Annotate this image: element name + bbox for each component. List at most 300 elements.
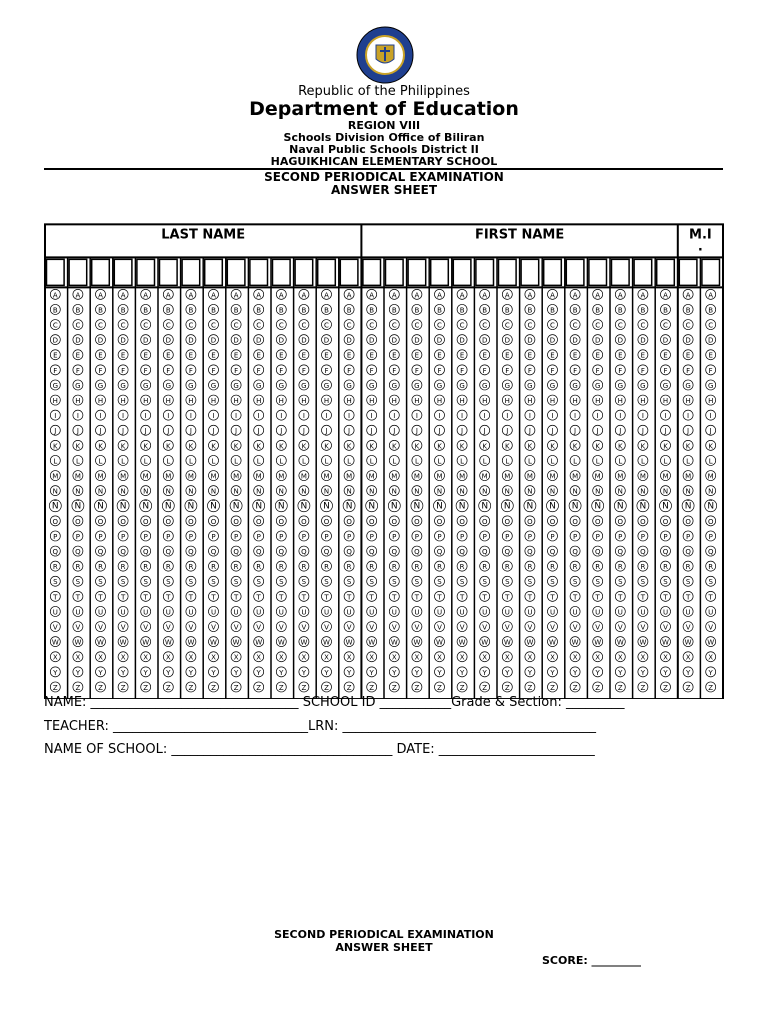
bubble-letter: I — [664, 412, 667, 421]
bubble-letter: T — [98, 593, 103, 602]
letter-box[interactable] — [340, 259, 358, 285]
bubble-letter: I — [551, 412, 554, 421]
bubble-letter: L — [279, 457, 284, 466]
bubble-letter: Q — [685, 548, 691, 557]
bubble-letter: Ñ — [571, 501, 579, 512]
school-name-date-line[interactable]: NAME OF SCHOOL: __________________________________ DATE: ________________________ — [44, 742, 595, 757]
letter-box[interactable] — [273, 259, 291, 285]
bubble-letter: I — [144, 412, 147, 421]
bubble-letter: M — [346, 472, 353, 481]
bubble-letter: Y — [618, 668, 623, 677]
bubble-letter: G — [504, 381, 511, 390]
bubble-letter: Z — [617, 683, 623, 692]
bubble-letter: P — [685, 532, 691, 541]
bubble-letter: X — [369, 653, 375, 662]
bubble-letter: N — [369, 487, 375, 496]
bubble-letter: O — [707, 517, 714, 526]
bubble-letter: Y — [120, 668, 126, 677]
bubble-letter: J — [54, 427, 57, 436]
bubble-letter: Z — [278, 683, 284, 692]
bubble-letter: G — [685, 381, 691, 390]
letter-box[interactable] — [205, 259, 223, 285]
bubble-letter: C — [459, 321, 465, 330]
bubble-letter: O — [572, 517, 578, 526]
bubble-letter: E — [572, 351, 578, 360]
bubble-letter: F — [53, 366, 58, 375]
bubble-letter: D — [210, 336, 217, 345]
bubble-letter: R — [324, 563, 329, 572]
bubble-letter: E — [595, 351, 600, 360]
bubble-letter: Q — [594, 548, 601, 557]
bubble-letter: I — [54, 412, 57, 421]
bubble-letter: U — [662, 608, 669, 617]
bubble-letter: I — [302, 412, 305, 421]
bubble-letter: Ñ — [142, 501, 150, 512]
bubble-letter: U — [75, 608, 81, 617]
bubble-letter: Y — [414, 668, 420, 677]
bubble-letter: L — [143, 457, 148, 466]
bubble-letter: K — [685, 442, 691, 451]
bubble-letter: S — [98, 578, 103, 587]
bubble-letter: F — [482, 366, 487, 375]
bubble-letter: Ñ — [662, 501, 669, 512]
bubble-letter: T — [233, 593, 239, 602]
bubble-letter: G — [165, 381, 172, 390]
bubble-letter: H — [459, 397, 465, 406]
bubble-letter: Y — [459, 668, 465, 677]
bubble-letter: Q — [459, 548, 465, 557]
letter-box[interactable] — [160, 259, 178, 285]
bubble-letter: S — [346, 578, 352, 587]
bubble-letter: N — [323, 487, 330, 496]
bubble-letter: Q — [662, 548, 669, 557]
bubble-letter: Y — [392, 668, 397, 677]
letter-box[interactable] — [634, 259, 652, 285]
bubble-letter: O — [594, 517, 601, 526]
letter-box[interactable] — [137, 259, 155, 285]
bubble-letter: K — [459, 442, 465, 451]
score-line[interactable]: SCORE: _________ — [542, 954, 642, 967]
bubble-letter: Q — [210, 548, 217, 557]
bubble-letter: Z — [346, 683, 352, 692]
bubble-letter: O — [662, 517, 669, 526]
bubble-letter: C — [301, 321, 307, 330]
bubble-letter: N — [278, 487, 284, 496]
letter-box[interactable] — [408, 259, 426, 285]
bubble-letter: U — [708, 608, 714, 617]
bubble-letter: Y — [640, 668, 646, 677]
bubble-letter: D — [143, 336, 149, 345]
letter-box[interactable] — [318, 259, 336, 285]
letter-box[interactable] — [657, 259, 675, 285]
bubble-letter: J — [551, 427, 554, 436]
bubble-letter: F — [211, 366, 216, 375]
bubble-letter: F — [663, 366, 668, 375]
bubble-letter: Q — [52, 548, 59, 557]
bubble-letter: N — [165, 487, 171, 496]
bubble-letter: J — [325, 427, 328, 436]
bubble-letter: Z — [459, 683, 465, 692]
letter-box[interactable] — [250, 259, 268, 285]
bubble-letter: J — [438, 427, 441, 436]
bubble-letter: S — [618, 578, 623, 587]
bubble-letter: L — [188, 457, 193, 466]
bubble-letter: F — [279, 366, 284, 375]
bubble-letter: E — [708, 351, 713, 360]
bubble-letter: R — [414, 563, 420, 572]
bubble-letter: G — [391, 381, 398, 390]
bubble-letter: M — [436, 472, 443, 481]
bubble-letter: J — [393, 427, 396, 436]
bubble-letter: Y — [75, 668, 81, 677]
bubble-letter: T — [369, 593, 374, 602]
bubble-letter: R — [685, 563, 691, 572]
bubble-letter: E — [301, 351, 307, 360]
deped-seal — [350, 25, 420, 85]
bubble-letter: G — [323, 381, 330, 390]
bubble-letter: G — [278, 381, 285, 390]
bubble-letter: I — [687, 412, 690, 421]
bubble-letter: V — [143, 623, 149, 632]
bubble-letter: D — [346, 336, 352, 345]
bubble-letter: B — [482, 306, 488, 315]
bubble-letter: M — [662, 472, 669, 481]
bubble-letter: C — [685, 321, 691, 330]
bubble-letter: C — [482, 321, 488, 330]
bubble-letter: T — [640, 593, 646, 602]
bubble-letter: B — [256, 306, 262, 315]
bubble-letter: M — [97, 472, 104, 481]
bubble-letter: E — [188, 351, 194, 360]
bubble-letter: J — [167, 427, 170, 436]
bubble-letter: G — [707, 381, 714, 390]
bubble-letter: W — [390, 638, 398, 647]
bubble-letter: X — [459, 653, 465, 662]
bubble-letter: G — [188, 381, 194, 390]
bubble-letter: W — [481, 638, 489, 647]
bubble-letter: Z — [233, 683, 239, 692]
bubble-letter: C — [165, 321, 171, 330]
name-school-id-grade-line[interactable]: NAME: ________________________________ SCHOOL ID ___________Grade & Section: _________ — [44, 695, 625, 710]
bubble-letter: J — [257, 427, 260, 436]
bubble-letter: H — [527, 397, 533, 406]
first-name-label: FIRST NAME — [474, 227, 565, 243]
bubble-letter: V — [640, 623, 646, 632]
letter-box[interactable] — [386, 259, 404, 285]
bubble-letter: H — [436, 397, 443, 406]
bubble-letter: A — [663, 291, 668, 300]
bubble-letter: X — [233, 653, 239, 662]
bubble-letter: A — [685, 291, 691, 300]
bubble-letter: B — [437, 306, 442, 315]
letter-box[interactable] — [702, 259, 720, 285]
letter-box[interactable] — [544, 259, 562, 285]
letter-box[interactable] — [612, 259, 630, 285]
teacher-lrn-line[interactable]: TEACHER: ______________________________LRN: _______________________________________ — [44, 719, 597, 734]
bubble-letter: X — [98, 653, 103, 662]
bubble-letter: Ñ — [503, 501, 511, 512]
bubble-letter: F — [527, 366, 532, 375]
bubble-letter: C — [143, 321, 149, 330]
bubble-letter: S — [663, 578, 668, 587]
bubble-letter: C — [640, 321, 646, 330]
bubble-letter: S — [324, 578, 329, 587]
bubble-letter: A — [459, 291, 465, 300]
bubble-letter: X — [663, 653, 668, 662]
bubble-letter: U — [549, 608, 556, 617]
letter-box[interactable] — [679, 259, 697, 285]
bubble-letter: Ñ — [345, 501, 353, 512]
bubble-letter: D — [414, 336, 420, 345]
bubble-letter: Ñ — [481, 501, 489, 512]
bubble-letter: E — [166, 351, 171, 360]
bubble-letter: S — [482, 578, 487, 587]
bubble-letter: K — [595, 442, 600, 451]
bubble-letter: A — [414, 291, 420, 300]
sheet-title: ANSWER SHEET — [330, 183, 438, 197]
bubble-letter: K — [75, 442, 81, 451]
bubble-letter: L — [460, 457, 465, 466]
bubble-letter: R — [550, 563, 555, 572]
bubble-letter: S — [505, 578, 510, 587]
bubble-letter: L — [301, 457, 306, 466]
bubble-letter: A — [278, 291, 284, 300]
bubble-letter: W — [571, 638, 579, 647]
letter-box[interactable] — [182, 259, 200, 285]
letter-box[interactable] — [589, 259, 607, 285]
letter-box[interactable] — [92, 259, 110, 285]
bubble-letter: D — [301, 336, 307, 345]
letter-box[interactable] — [295, 259, 313, 285]
bubble-letter: H — [572, 397, 578, 406]
bubble-letter: M — [120, 472, 127, 481]
bubble-letter: N — [120, 487, 126, 496]
bubble-letter: M — [233, 472, 240, 481]
bubble-letter: Y — [143, 668, 148, 677]
bubble-letter: A — [75, 291, 81, 300]
bubble-letter: Q — [188, 548, 194, 557]
bubble-letter: M — [413, 472, 420, 481]
bubble-letter: L — [75, 457, 80, 466]
bubble-letter: M — [368, 472, 375, 481]
bubble-letter: A — [482, 291, 488, 300]
bubble-letter: O — [301, 517, 307, 526]
bubble-letter: T — [392, 593, 397, 602]
bubble-letter: R — [504, 563, 510, 572]
bubble-letter: J — [687, 427, 690, 436]
letter-box[interactable] — [114, 259, 132, 285]
bubble-letter: P — [143, 532, 148, 541]
bubble-letter: G — [527, 381, 533, 390]
bubble-letter: S — [392, 578, 397, 587]
bubble-letter: W — [187, 638, 195, 647]
bubble-letter: Y — [233, 668, 239, 677]
bubble-letter: B — [233, 306, 239, 315]
bubble-letter: T — [482, 593, 487, 602]
bubble-letter: B — [663, 306, 668, 315]
bubble-letter: C — [708, 321, 714, 330]
exam-title: SECOND PERIODICAL EXAMINATION — [264, 170, 504, 184]
bubble-letter: H — [278, 397, 284, 406]
bubble-letter: C — [324, 321, 329, 330]
bubble-letter: X — [640, 653, 646, 662]
bubble-letter: E — [346, 351, 352, 360]
bubble-letter: K — [53, 442, 58, 451]
bubble-letter: O — [233, 517, 239, 526]
bubble-letter: D — [391, 336, 397, 345]
bubble-letter: X — [165, 653, 171, 662]
bubble-letter: J — [596, 427, 599, 436]
bubble-letter: U — [120, 608, 126, 617]
bubble-letter: R — [346, 563, 352, 572]
bubble-letter: Y — [324, 668, 329, 677]
bubble-letter: F — [708, 366, 713, 375]
bubble-letter: V — [414, 623, 420, 632]
bubble-letter: D — [256, 336, 262, 345]
bubble-letter: Q — [707, 548, 714, 557]
bubble-letter: R — [369, 563, 375, 572]
bubble-letter: M — [685, 472, 692, 481]
bubble-letter: K — [369, 442, 374, 451]
bubble-letter: U — [233, 608, 239, 617]
bubble-letter: R — [98, 563, 103, 572]
bubble-letter: J — [641, 427, 644, 436]
bubble-letter: Z — [301, 683, 307, 692]
bubble-letter: S — [685, 578, 691, 587]
bubble-letter: E — [233, 351, 239, 360]
letter-box[interactable] — [431, 259, 449, 285]
bubble-letter: U — [527, 608, 533, 617]
bubble-letter: I — [596, 412, 599, 421]
bubble-letter: V — [459, 623, 465, 632]
letter-box[interactable] — [227, 259, 245, 285]
bubble-letter: W — [594, 638, 602, 647]
letter-box[interactable] — [69, 259, 87, 285]
bubble-letter: Y — [301, 668, 307, 677]
letter-box[interactable] — [566, 259, 584, 285]
letter-box[interactable] — [363, 259, 381, 285]
bubble-letter: E — [392, 351, 397, 360]
letter-box[interactable] — [476, 259, 494, 285]
bubble-letter: U — [165, 608, 171, 617]
bubble-letter: Y — [685, 668, 691, 677]
bubble-letter: S — [166, 578, 171, 587]
bubble-letter: Q — [97, 548, 104, 557]
bubble-letter: Ñ — [232, 501, 240, 512]
bubble-letter: M — [617, 472, 624, 481]
bubble-letter: A — [504, 291, 510, 300]
bubble-letter: B — [346, 306, 352, 315]
bubble-letter: K — [437, 442, 442, 451]
bubble-letter: V — [75, 623, 81, 632]
bubble-letter: J — [144, 427, 147, 436]
bubble-letter: P — [211, 532, 216, 541]
bubble-letter: J — [76, 427, 79, 436]
bubble-letter: C — [391, 321, 397, 330]
bubble-letter: B — [75, 306, 81, 315]
bubble-letter: B — [165, 306, 171, 315]
bubble-letter: Ñ — [639, 501, 647, 512]
bubble-letter: D — [527, 336, 533, 345]
bubble-letter: T — [53, 593, 58, 602]
bubble-letter: P — [369, 532, 374, 541]
bubble-letter: K — [482, 442, 487, 451]
bubble-letter: G — [301, 381, 307, 390]
bubble-letter: N — [662, 487, 669, 496]
bubble-letter: F — [392, 366, 397, 375]
bubble-letter: F — [121, 366, 126, 375]
bubble-letter: M — [572, 472, 579, 481]
bubble-letter: Q — [617, 548, 624, 557]
bubble-letter: H — [369, 397, 375, 406]
bubble-letter: Ñ — [594, 501, 602, 512]
bubble-letter: R — [572, 563, 578, 572]
bubble-letter: P — [663, 532, 668, 541]
bubble-letter: O — [459, 517, 465, 526]
bubble-letter: K — [572, 442, 578, 451]
bubble-letter: O — [640, 517, 646, 526]
bubble-letter: Q — [165, 548, 172, 557]
bubble-letter: N — [708, 487, 714, 496]
bubble-letter: P — [550, 532, 555, 541]
bubble-letter: L — [663, 457, 668, 466]
bubble-letter: V — [685, 623, 691, 632]
bubble-letter: Q — [414, 548, 420, 557]
bubble-letter: X — [550, 653, 555, 662]
bubble-letter: W — [210, 638, 217, 647]
bubble-letter: P — [482, 532, 487, 541]
bubble-letter: G — [640, 381, 646, 390]
bubble-letter: K — [98, 442, 103, 451]
bubble-letter: H — [662, 397, 669, 406]
letter-box[interactable] — [521, 259, 539, 285]
bubble-letter: M — [165, 472, 172, 481]
bubble-letter: H — [52, 397, 58, 406]
bubble-letter: T — [437, 593, 442, 602]
bubble-letter: Ñ — [210, 501, 217, 512]
bubble-letter: X — [685, 653, 691, 662]
bubble-letter: J — [483, 427, 486, 436]
bubble-letter: C — [278, 321, 284, 330]
letter-box[interactable] — [453, 259, 471, 285]
bubble-letter: D — [504, 336, 510, 345]
bubble-letter: A — [708, 291, 714, 300]
letter-box[interactable] — [499, 259, 517, 285]
bubble-letter: P — [301, 532, 307, 541]
bubble-letter: B — [98, 306, 103, 315]
bubble-letter: W — [458, 638, 466, 647]
bubble-letter: W — [119, 638, 127, 647]
bubble-letter: R — [482, 563, 488, 572]
bubble-letter: M — [481, 472, 488, 481]
letter-box[interactable] — [47, 259, 65, 285]
bubble-letter: Y — [527, 668, 533, 677]
bubble-letter: R — [663, 563, 668, 572]
bubble-letter: U — [391, 608, 397, 617]
bubble-letter: H — [143, 397, 149, 406]
bubble-letter: I — [461, 412, 464, 421]
bubble-letter: F — [166, 366, 171, 375]
last-name-label: LAST NAME — [161, 227, 246, 243]
bubble-letter: S — [459, 578, 465, 587]
bubble-letter: F — [686, 366, 691, 375]
bubble-letter: O — [368, 517, 375, 526]
bubble-letter: G — [617, 381, 624, 390]
bubble-letter: W — [255, 638, 263, 647]
answer-grid — [44, 222, 724, 699]
bubble-letter: V — [233, 623, 239, 632]
bubble-letter: M — [323, 472, 330, 481]
